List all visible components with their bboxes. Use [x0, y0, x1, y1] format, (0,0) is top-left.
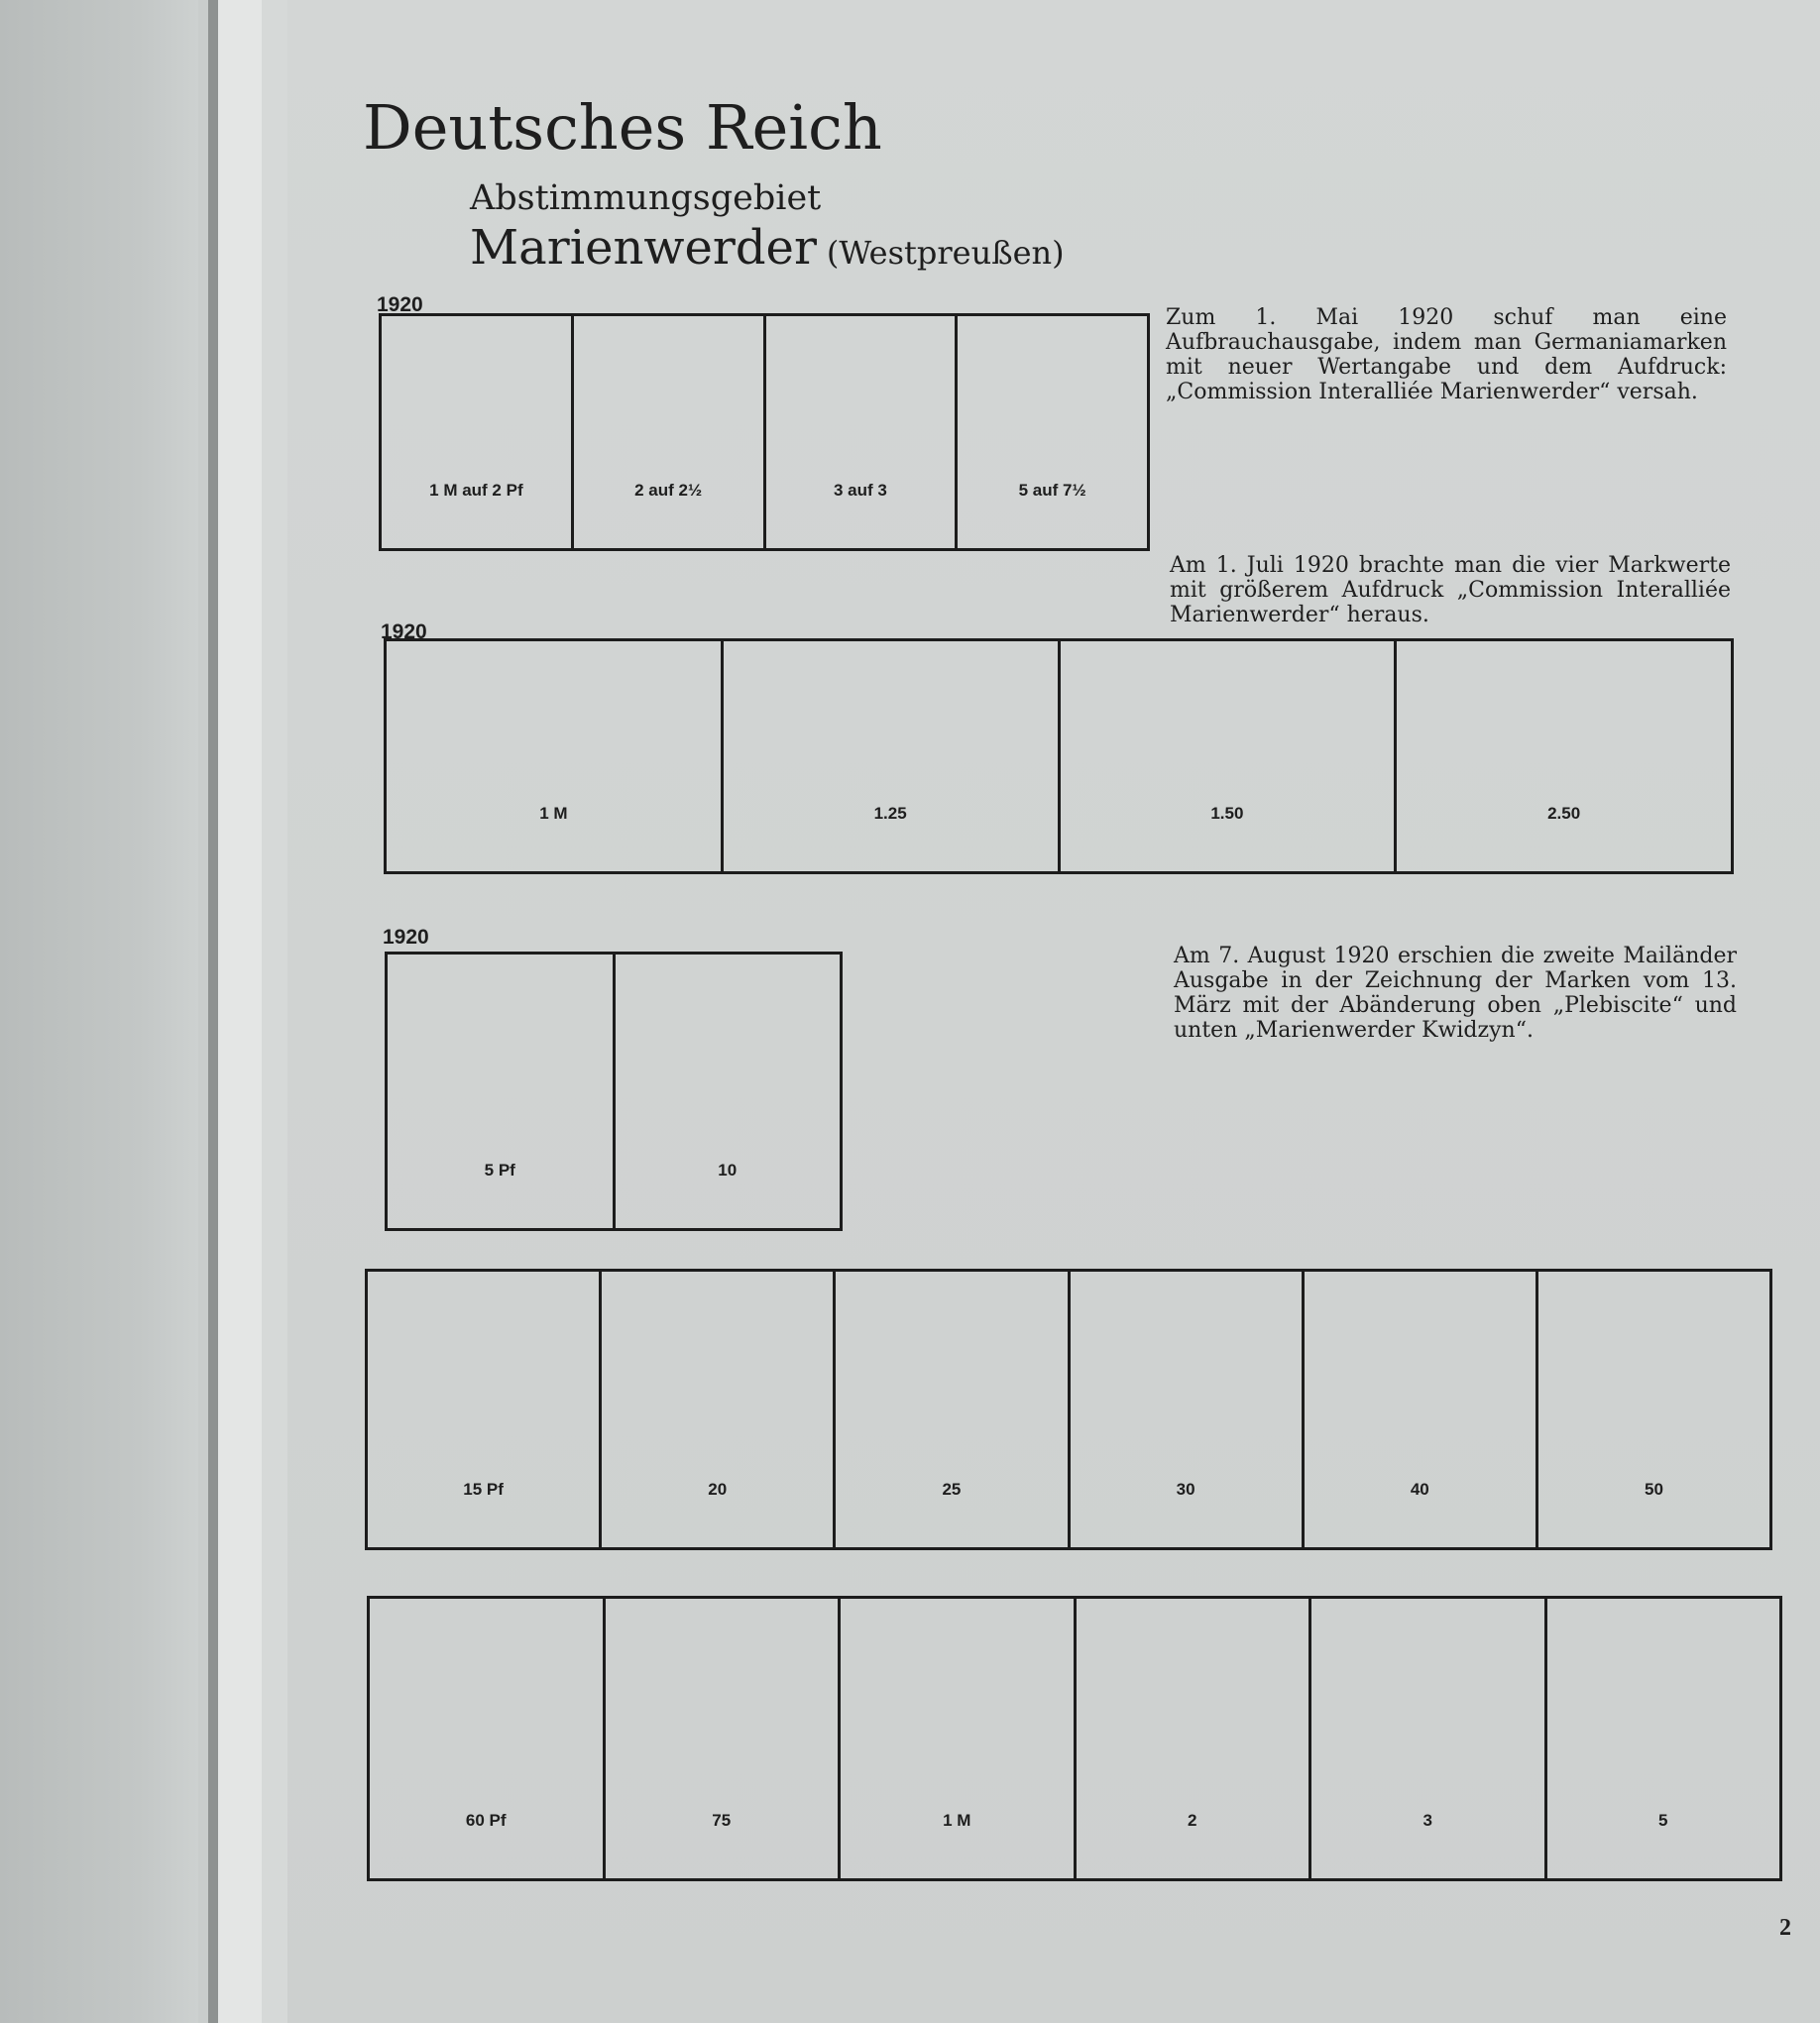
stamp-label: 75	[712, 1811, 732, 1830]
spine-edge	[208, 0, 218, 2023]
stamp-label: 15 Pf	[463, 1480, 504, 1499]
stamp-label: 40	[1410, 1480, 1429, 1499]
stamp-label: 10	[718, 1161, 738, 1180]
stamp-space	[766, 316, 959, 548]
stamp-label: 3	[1422, 1811, 1432, 1830]
spine-strip	[262, 0, 287, 2023]
stamp-space	[1311, 1599, 1547, 1878]
section-note: Zum 1. Mai 1920 schuf man eine Aufbrauchausgabe, indem man Germaniamarken mit neuer Wertangabe und dem Aufdruck: „Commission Interalliée Marienwerder“ versah.	[1166, 305, 1727, 404]
stamp-row	[385, 952, 843, 1231]
region-name: Marienwerder	[470, 220, 817, 276]
stamp-space	[368, 1272, 602, 1547]
stamp-space	[1397, 641, 1731, 871]
section-note: Am 7. August 1920 erschien die zweite Mailänder Ausgabe in der Zeichnung der Marken vom 13. März mit der Abänderung oben „Plebiscite“ und unten „Marienwerder Kwidzyn“.	[1174, 944, 1737, 1043]
stamp-row	[367, 1596, 1782, 1881]
section-year: 1920	[377, 293, 423, 316]
stamp-label: 30	[1176, 1480, 1195, 1499]
stamp-label: 1.50	[1210, 804, 1244, 823]
stamp-label: 2	[1188, 1811, 1197, 1830]
stamp-space	[1077, 1599, 1312, 1878]
stamp-space	[606, 1599, 842, 1878]
stamp-space	[841, 1599, 1077, 1878]
stamp-space	[836, 1272, 1070, 1547]
stamp-label: 60 Pf	[465, 1811, 507, 1830]
stamp-row	[365, 1269, 1772, 1550]
stamp-label: 50	[1644, 1480, 1663, 1499]
section-year: 1920	[381, 620, 427, 643]
stamp-space	[724, 641, 1061, 871]
stamp-space	[602, 1272, 836, 1547]
page-number: 2	[1779, 1915, 1791, 1941]
stamp-label: 2 auf 2½	[634, 481, 703, 500]
stamp-label: 25	[942, 1480, 962, 1499]
stamp-label: 5 auf 7½	[1018, 481, 1086, 500]
page-title: Deutsches Reich	[363, 91, 882, 164]
stamp-row	[384, 638, 1734, 874]
stamp-label: 5	[1658, 1811, 1668, 1830]
stamp-space	[1061, 641, 1398, 871]
stamp-label: 5 Pf	[484, 1161, 515, 1180]
stamp-space	[616, 955, 841, 1228]
stamp-space	[382, 316, 574, 548]
section-year: 1920	[383, 926, 429, 949]
stamp-label: 1 M auf 2 Pf	[429, 481, 523, 500]
stamp-space	[1547, 1599, 1780, 1878]
page-subtitle: Abstimmungsgebiet	[470, 178, 822, 218]
stamp-space	[1305, 1272, 1538, 1547]
stamp-row	[379, 313, 1150, 551]
stamp-space	[574, 316, 766, 548]
stamp-label: 1.25	[873, 804, 907, 823]
section-note: Am 1. Juli 1920 brachte man die vier Markwerte mit größerem Aufdruck „Commission Interalliée Marienwerder“ heraus.	[1170, 553, 1731, 627]
stamp-label: 20	[708, 1480, 728, 1499]
stamp-label: 3 auf 3	[833, 481, 887, 500]
stamp-space	[1538, 1272, 1769, 1547]
stamp-label: 1 M	[539, 804, 568, 823]
stamp-space	[370, 1599, 606, 1878]
stamp-space	[388, 955, 616, 1228]
region-heading	[470, 220, 1065, 276]
stamp-space	[958, 316, 1147, 548]
region-note: (Westpreußen)	[826, 234, 1065, 272]
stamp-label: 2.50	[1547, 804, 1581, 823]
stamp-space	[387, 641, 724, 871]
album-spine	[0, 0, 198, 2023]
stamp-space	[1071, 1272, 1305, 1547]
stamp-label: 1 M	[943, 1811, 971, 1830]
